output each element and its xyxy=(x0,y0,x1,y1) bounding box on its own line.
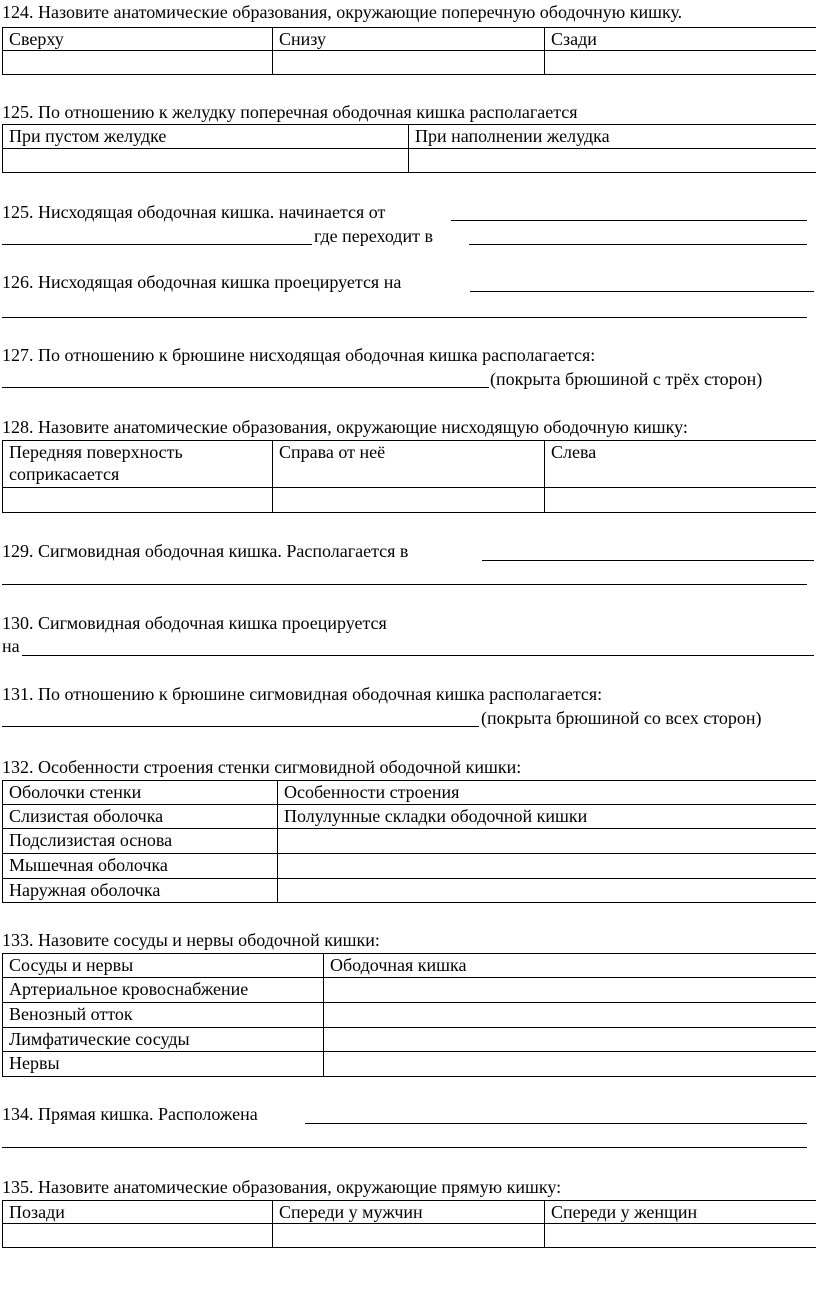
answer-line[interactable] xyxy=(2,317,807,318)
row-label: Артериальное кровоснабжение xyxy=(3,978,324,1003)
question-127-suffix: (покрыта брюшиной с трёх сторон) xyxy=(490,369,763,389)
table-header: Снизу xyxy=(273,28,545,51)
table-header: Сосуды и нервы xyxy=(3,954,324,978)
row-label: Мышечная оболочка xyxy=(3,854,278,879)
question-125a: 125. По отношению к желудку поперечная ободочная кишка располагается xyxy=(2,102,578,122)
row-label: Слизистая оболочка xyxy=(3,805,278,829)
question-124: 124. Назовите анатомические образования, окружающие поперечную ободочную кишку. xyxy=(2,2,683,22)
table-128 xyxy=(2,440,816,513)
table-header: Спереди у мужчин xyxy=(273,1201,545,1224)
answer-cell[interactable] xyxy=(278,879,816,903)
question-127: 127. По отношению к брюшине нисходящая ободочная кишка располагается: xyxy=(2,345,596,365)
row-label: Подслизистая основа xyxy=(3,829,278,854)
table-header: Справа от неё xyxy=(273,441,545,488)
table-125a xyxy=(2,124,816,173)
answer-line[interactable] xyxy=(22,655,814,656)
answer-cell[interactable] xyxy=(3,488,273,513)
answer-cell[interactable] xyxy=(3,149,409,173)
answer-cell[interactable] xyxy=(324,978,816,1003)
question-125b: 125. Нисходящая ободочная кишка. начинается от xyxy=(2,202,386,222)
answer-cell[interactable] xyxy=(324,1003,816,1028)
table-header: Особенности строения xyxy=(278,781,816,805)
answer-line[interactable] xyxy=(482,560,814,561)
answer-line[interactable] xyxy=(451,220,807,221)
table-header: Слева xyxy=(545,441,816,488)
question-126: 126. Нисходящая ободочная кишка проецируется на xyxy=(2,272,402,292)
row-label: Нервы xyxy=(3,1052,324,1077)
answer-cell[interactable] xyxy=(278,854,816,879)
answer-line[interactable] xyxy=(2,387,489,388)
table-header: Оболочки стенки xyxy=(3,781,278,805)
answer-cell[interactable] xyxy=(273,488,545,513)
answer-cell[interactable] xyxy=(273,1224,545,1248)
table-header: Сзади xyxy=(545,28,816,51)
question-131-suffix: (покрыта брюшиной со всех сторон) xyxy=(481,708,762,728)
answer-cell[interactable] xyxy=(545,1224,816,1248)
table-header: Спереди у женщин xyxy=(545,1201,816,1224)
question-129: 129. Сигмовидная ободочная кишка. Располагается в xyxy=(2,541,409,561)
answer-cell[interactable] xyxy=(324,1052,816,1077)
answer-line[interactable] xyxy=(469,244,807,245)
question-130: 130. Сигмовидная ободочная кишка проецируется xyxy=(2,613,387,633)
answer-line[interactable] xyxy=(2,244,312,245)
row-label: Наружная оболочка xyxy=(3,879,278,903)
question-135: 135. Назовите анатомические образования, окружающие прямую кишку: xyxy=(2,1177,562,1197)
table-133 xyxy=(2,953,816,1077)
table-132 xyxy=(2,780,816,903)
table-header: Ободочная кишка xyxy=(324,954,816,978)
question-134: 134. Прямая кишка. Расположена xyxy=(2,1104,258,1124)
table-header: При наполнении желудка xyxy=(409,125,816,149)
row-label: Лимфатические сосуды xyxy=(3,1028,324,1052)
table-header: Позади xyxy=(3,1201,273,1224)
answer-cell[interactable] xyxy=(545,51,816,75)
answer-cell[interactable] xyxy=(278,829,816,854)
table-header: При пустом желудке xyxy=(3,125,409,149)
answer-line[interactable] xyxy=(2,584,807,585)
answer-cell[interactable]: Полулунные складки ободочной кишки xyxy=(278,805,816,829)
answer-cell[interactable] xyxy=(324,1028,816,1052)
row-label: Венозный отток xyxy=(3,1003,324,1028)
question-125b-continuation: где переходит в xyxy=(314,226,433,246)
answer-line[interactable] xyxy=(305,1123,807,1124)
answer-line[interactable] xyxy=(2,726,479,727)
table-header: Передняя поверхность соприкасается xyxy=(3,441,273,488)
answer-cell[interactable] xyxy=(3,51,273,75)
question-128: 128. Назовите анатомические образования, окружающие нисходящую ободочную кишку: xyxy=(2,417,688,437)
table-header: Сверху xyxy=(3,28,273,51)
question-130-continuation: на xyxy=(2,636,20,656)
answer-cell[interactable] xyxy=(273,51,545,75)
answer-cell[interactable] xyxy=(545,488,816,513)
table-124 xyxy=(2,27,816,75)
question-132: 132. Особенности строения стенки сигмовидной ободочной кишки: xyxy=(2,757,522,777)
answer-cell[interactable] xyxy=(409,149,816,173)
table-135 xyxy=(2,1200,816,1248)
question-133: 133. Назовите сосуды и нервы ободочной кишки: xyxy=(2,930,380,950)
answer-line[interactable] xyxy=(2,1147,807,1148)
answer-cell[interactable] xyxy=(3,1224,273,1248)
question-131: 131. По отношению к брюшине сигмовидная ободочная кишка располагается: xyxy=(2,684,603,704)
answer-line[interactable] xyxy=(470,291,814,292)
